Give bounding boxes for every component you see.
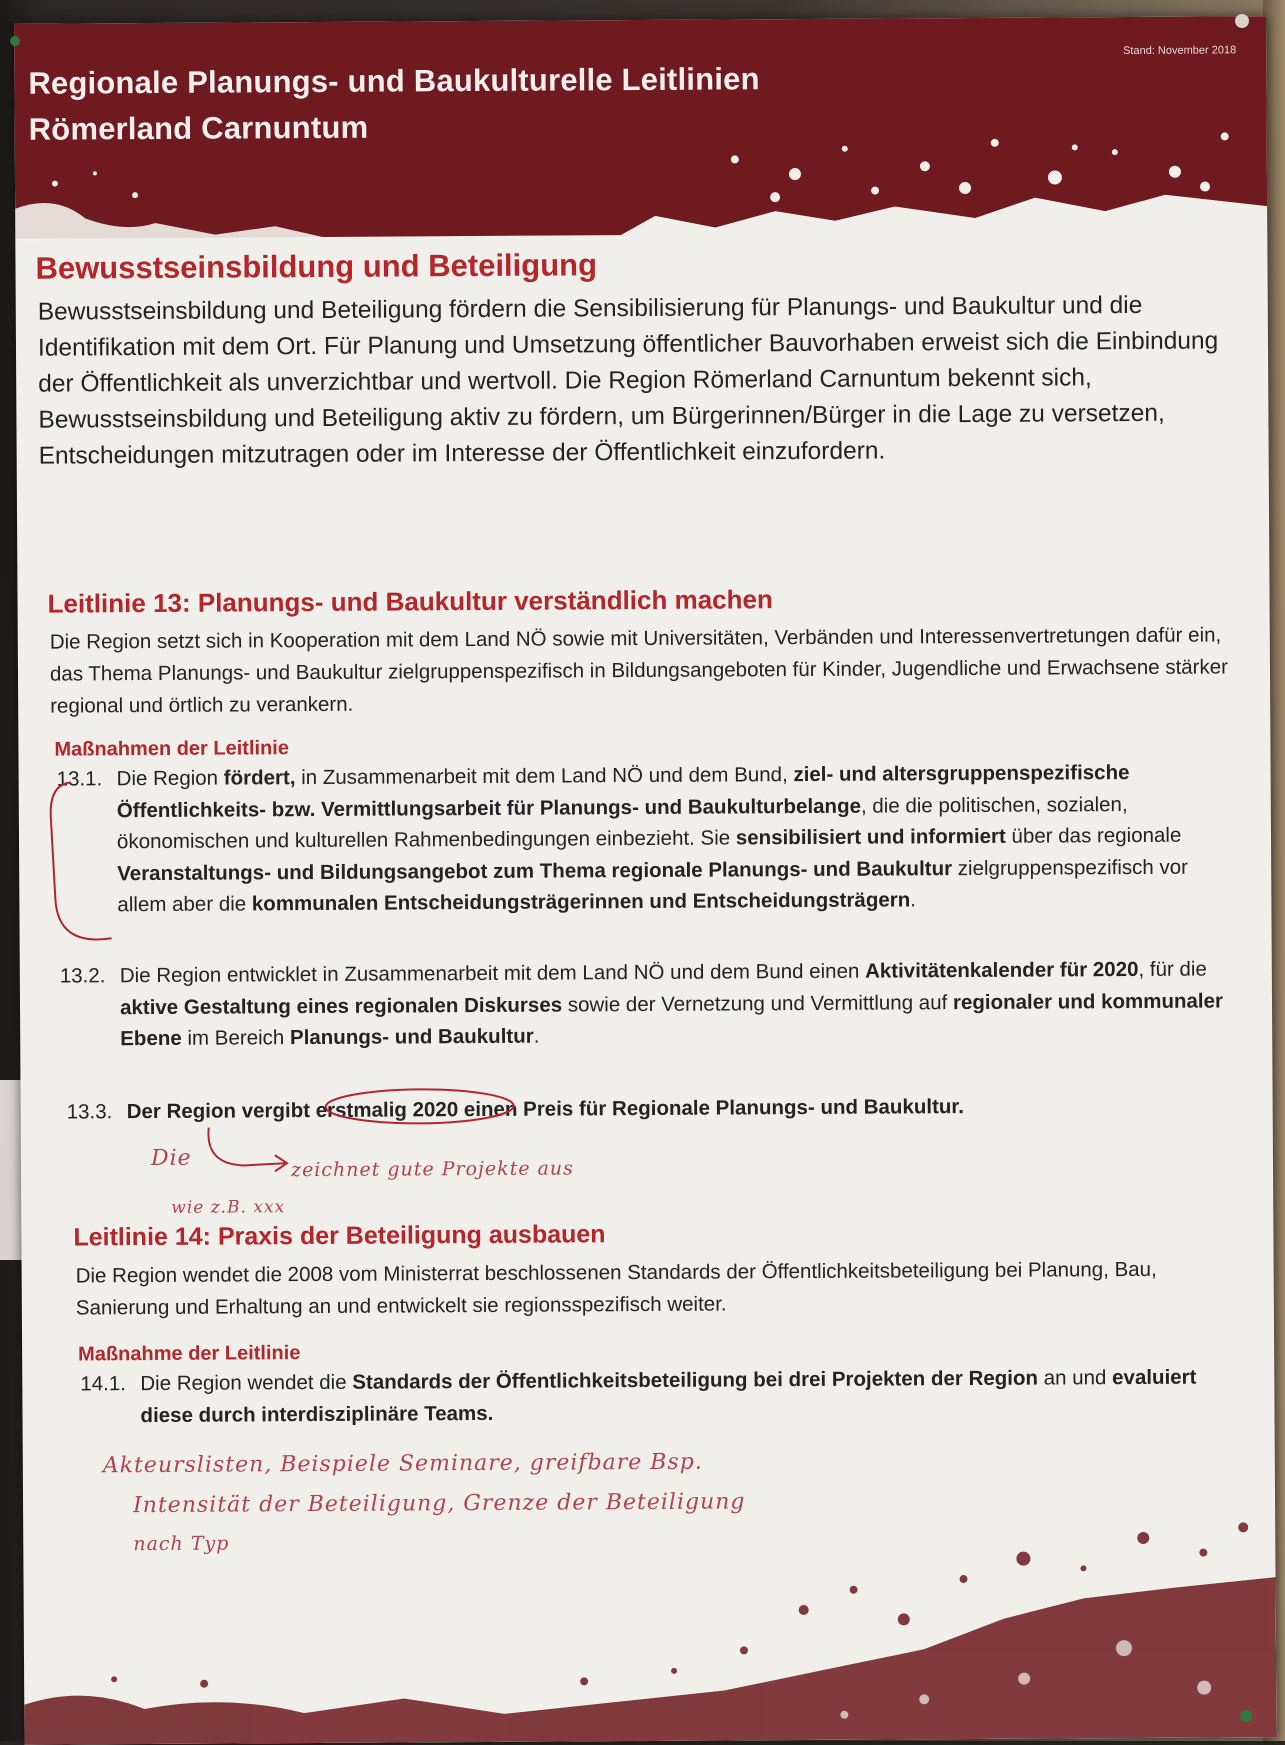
text-run: Die Region — [116, 766, 224, 791]
text-run: Die Region entwicklet in Zusammenarbeit mit dem Land NÖ und dem Bund einen — [119, 959, 866, 988]
handwritten-note-arrow: zeichnet gute Projekte aus — [290, 1157, 574, 1182]
bold-run: Aktivitätenkalender für 2020 — [864, 957, 1139, 983]
poster — [14, 16, 1276, 1745]
stand-date: Stand: November 2018 — [1123, 44, 1237, 58]
bold-run: fördert, — [223, 766, 296, 790]
text-run: , die die politischen, sozialen, ökonomischen und kulturellen Rahmenbedingungen einbezieht. Sie — [116, 792, 1128, 854]
section-intro: Bewusstseinsbildung und Beteiligung fördern die Sensibilisierung für Planungs- und Baukultur und die Identifikation mit dem Ort. Für Planung und Umsetzung öffentlicher Bauvorhaben erweist sich die Einbindung der Öffentlichkeit als unverzichtbar und wertvoll. Die Region Römerland Carnuntum bekennt sich, Bewusstseinsbildung und Beteiligung aktiv zu fördern, um Bürgerinnen/Bürger in die Lage zu versetzen, Entscheidungen mitzutragen oder im Interesse der Öffentlichkeit einzufordern. — [37, 291, 1219, 470]
bold-run: regionaler und kommunaler Ebene — [120, 988, 1224, 1051]
text-run: . — [533, 1024, 540, 1048]
pushpin-icon — [1235, 14, 1249, 28]
handwritten-arrow — [203, 1123, 293, 1179]
pushpin-icon — [1240, 1710, 1252, 1722]
poster-title-line-2: Römerland Carnuntum — [28, 109, 369, 147]
measure-number: 14.1. — [80, 1372, 127, 1396]
handwritten-note-line-2: Intensität der Beteiligung, Grenze der Beteiligung — [132, 1489, 746, 1519]
text-run: . — [910, 888, 916, 912]
handwritten-note-zb: wie z.B. xxx — [171, 1197, 286, 1218]
measure-text — [117, 756, 1228, 920]
poster-header — [14, 16, 1267, 239]
text-run: an und — [1037, 1366, 1113, 1390]
leitlinie-14-text: Die Region wendet die 2008 vom Ministerrat beschlossenen Standards der Öffentlichkeitsbeteiligung bei Planung, Bau, Sanierung und Erhaltung an und entwickelt sie regionsspezifisch weiter. — [75, 1257, 1157, 1320]
bold-run: aktive Gestaltung eines regionalen Diskurses — [119, 992, 563, 1019]
grunge-texture-top — [15, 116, 1268, 244]
massnahmen-heading: Maßnahmen der Leitlinie — [54, 737, 289, 761]
pushpin-icon — [10, 36, 20, 46]
bold-run: Standards der Öffentlichkeitsbeteiligung bei drei Projekten der Region — [352, 1366, 1039, 1394]
grunge-texture-bottom — [23, 1497, 1276, 1745]
measure-text — [127, 1089, 1237, 1127]
text-run: sowie der Vernetzung und Vermittlung auf — [562, 990, 954, 1016]
bold-run: ziel- und altersgruppenspezifische Öffentlichkeits- bzw. Vermittlungsarbeit für Planungs- und Baukulturbelange — [116, 761, 1130, 822]
text-run: , für die — [1138, 957, 1207, 981]
measure-text — [140, 1361, 1250, 1431]
text-run: im Bereich — [181, 1026, 291, 1050]
bold-run: Veranstaltungs- und Bildungsangebot zum Thema regionale Planungs- und Baukultur — [117, 856, 953, 885]
measure-number: 13.2. — [59, 964, 106, 988]
measure-number: 13.3. — [66, 1100, 113, 1124]
handwritten-circle — [323, 1086, 518, 1127]
handwritten-bracket — [41, 778, 122, 953]
text-run: in Zusammenarbeit mit dem Land NÖ und dem Bund, — [295, 763, 794, 790]
bold-run: kommunalen Entscheidungsträgerinnen und Entscheidungsträgern — [251, 888, 911, 916]
section-heading: Bewusstseinsbildung und Beteiligung — [35, 247, 598, 286]
handwritten-note-line-3: nach Typ — [133, 1532, 230, 1556]
bold-run: evaluiert diese durch interdisziplinäre Teams. — [140, 1365, 1197, 1427]
bold-run: sensibilisiert und informiert — [735, 824, 1006, 850]
bold-run: Planungs- und Baukultur — [289, 1024, 534, 1050]
text-run: zielgruppenspezifisch vor allem aber die — [117, 855, 1189, 917]
leitlinie-13-heading: Leitlinie 13: Planungs- und Baukultur verständlich machen — [47, 584, 773, 619]
handwritten-note-line-1: Akteurslisten, Beispiele Seminare, greifbare Bsp. — [102, 1449, 703, 1479]
massnahme-heading: Maßnahme der Leitlinie — [78, 1342, 301, 1366]
poster-title-line-1: Regionale Planungs- und Baukulturelle Leitlinien — [28, 61, 760, 101]
text-run: Die Region wendet die — [140, 1370, 353, 1396]
measure-text — [120, 953, 1231, 1054]
leitlinie-13-text: Die Region setzt sich in Kooperation mit dem Land NÖ sowie mit Universitäten, Verbänden und Interessenvertretungen dafür ein, das Thema Planungs- und Baukultur zielgruppenspezifisch in Bildungsangeboten für Kinder, Jugendliche und Erwachsene stärker regional und örtlich zu verankern. — [49, 623, 1229, 718]
measure-number: 13.1. — [56, 767, 103, 791]
handwritten-note-die: Die — [150, 1145, 192, 1172]
bold-run: Der Region vergibt erstmalig 2020 einen Preis für Regionale Planungs- und Baukultur. — [126, 1095, 964, 1124]
leitlinie-14-heading: Leitlinie 14: Praxis der Beteiligung ausbauen — [73, 1220, 606, 1252]
text-run: über das regionale — [1005, 823, 1182, 848]
